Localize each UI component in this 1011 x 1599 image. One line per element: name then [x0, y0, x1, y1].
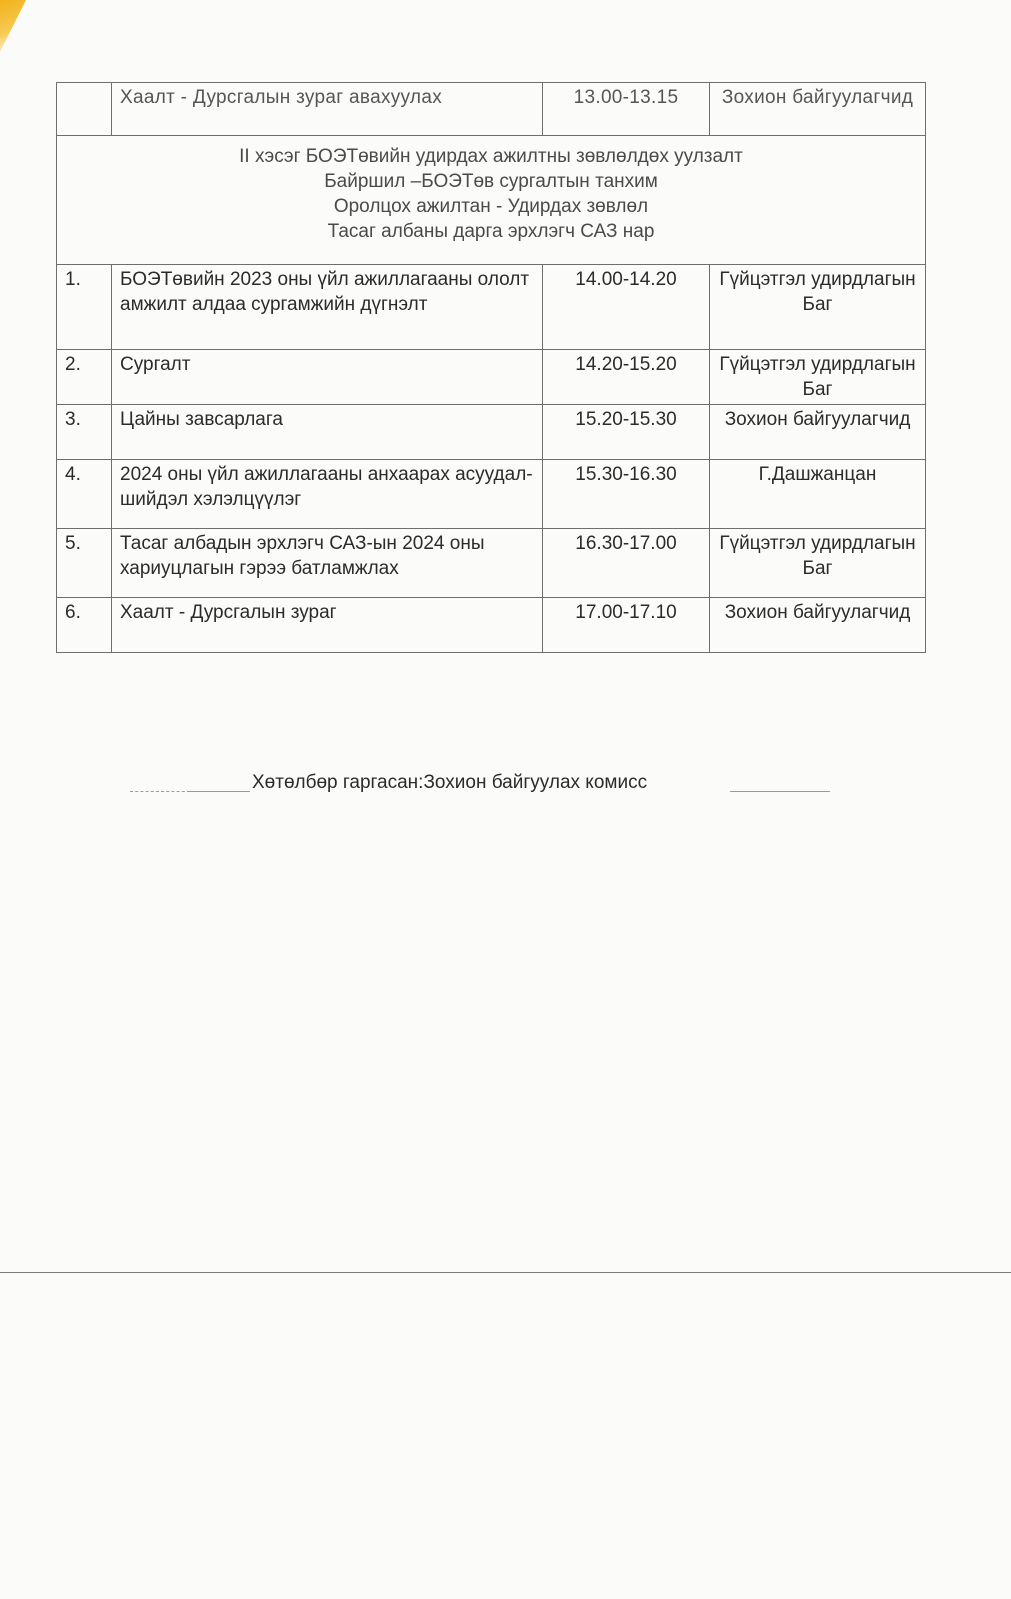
agenda-table	[56, 82, 926, 653]
row-time: 14.00-14.20	[543, 265, 710, 350]
row-activity: 2024 оны үйл ажиллагааны анхаарах асуудал- шийдэл хэлэлцүүлэг	[112, 460, 543, 529]
table-row	[57, 598, 926, 653]
section-participants-2: Тасаг албаны дарга эрхлэгч САЗ нар	[327, 221, 655, 242]
row-responsible: Гүйцэтгэл удирдлагын Баг	[710, 350, 926, 405]
row-activity: Хаалт - Дурсгалын зураг авахуулах	[112, 83, 543, 136]
row-number	[57, 83, 112, 136]
row-responsible: Зохион байгуулагчид	[710, 405, 926, 460]
signature-line	[730, 791, 830, 792]
table-row	[57, 265, 926, 350]
section-location: Байршил –БОЭТөв сургалтын танхим	[324, 171, 658, 192]
footer-text: Хөтөлбөр гаргасан:Зохион байгуулах комисс	[252, 772, 648, 793]
section-title: II хэсэг БОЭТөвийн удирдах ажилтны зөвлөлдөх уулзалт	[239, 146, 743, 167]
row-activity: Сургалт	[112, 350, 543, 405]
table-row	[57, 460, 926, 529]
row-time: 13.00-13.15	[543, 83, 710, 136]
section-header-row	[57, 136, 926, 265]
signature-line	[130, 791, 190, 792]
row-time: 16.30-17.00	[543, 529, 710, 598]
row-number: 6.	[57, 598, 112, 653]
page-divider	[0, 1272, 1011, 1273]
section-header	[57, 136, 926, 265]
program-footer	[190, 770, 830, 796]
row-number: 3.	[57, 405, 112, 460]
row-responsible: Зохион байгуулагчид	[710, 83, 926, 136]
row-number: 5.	[57, 529, 112, 598]
row-time: 15.30-16.30	[543, 460, 710, 529]
row-number: 2.	[57, 350, 112, 405]
row-activity: Тасаг албадын эрхлэгч САЗ-ын 2024 оны хариуцлагын гэрээ батламжлах	[112, 529, 543, 598]
row-responsible: Гүйцэтгэл удирдлагын Баг	[710, 265, 926, 350]
table-row	[57, 83, 926, 136]
row-activity: Цайны завсарлага	[112, 405, 543, 460]
row-number: 4.	[57, 460, 112, 529]
section-participants: Оролцох ажилтан - Удирдах зөвлөл	[333, 196, 649, 217]
table-row	[57, 529, 926, 598]
row-time: 15.20-15.30	[543, 405, 710, 460]
signature-line	[190, 791, 250, 792]
row-activity: Хаалт - Дурсгалын зураг	[112, 598, 543, 653]
row-responsible: Зохион байгуулагчид	[710, 598, 926, 653]
row-responsible: Г.Дашжанцан	[710, 460, 926, 529]
row-responsible: Гүйцэтгэл удирдлагын Баг	[710, 529, 926, 598]
row-activity: БОЭТөвийн 2023 оны үйл ажиллагааны ололт амжилт алдаа сургамжийн дүгнэлт	[112, 265, 543, 350]
paper-corner-decoration	[0, 0, 26, 52]
row-time: 14.20-15.20	[543, 350, 710, 405]
row-number: 1.	[57, 265, 112, 350]
table-row	[57, 350, 926, 405]
table-row	[57, 405, 926, 460]
row-time: 17.00-17.10	[543, 598, 710, 653]
